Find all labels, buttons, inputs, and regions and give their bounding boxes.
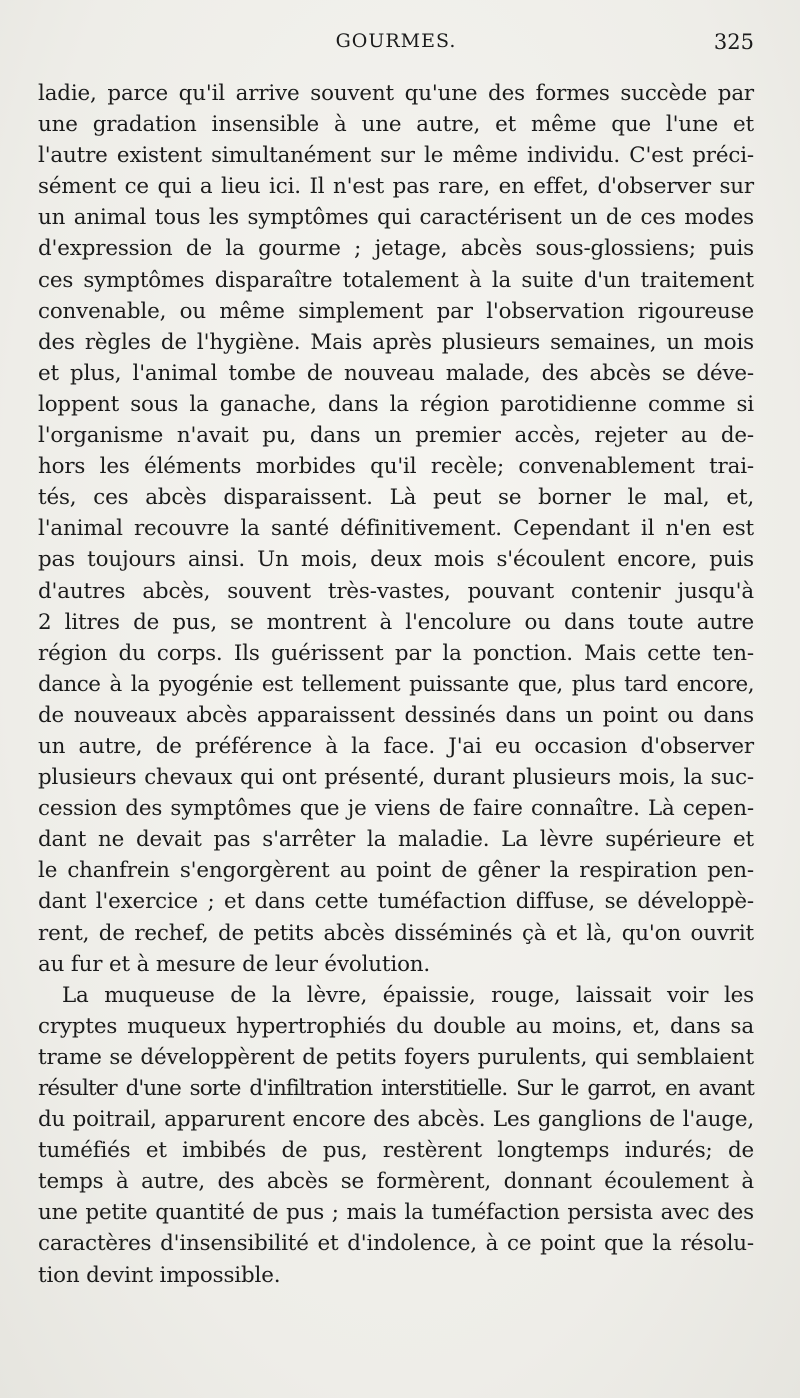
- running-head: GOURMES.: [335, 30, 457, 52]
- text-line: temps à autre, des abcès se formèrent, donnant écoulement à: [38, 1169, 754, 1195]
- text-line: l'autre existent simultanément sur le même individu. C'est préci-: [38, 143, 754, 169]
- text-line: un animal tous les symptômes qui caractérisent un de ces modes: [38, 205, 754, 231]
- text-line: dant ne devait pas s'arrêter la maladie. La lèvre supérieure et: [38, 827, 754, 853]
- text-line: d'expression de la gourme ; jetage, abcès sous-glossiens; puis: [38, 236, 754, 262]
- text-line: convenable, ou même simplement par l'observation rigoureuse: [38, 298, 754, 324]
- text-line: pas toujours ainsi. Un mois, deux mois s'écoulent encore, puis: [38, 547, 754, 573]
- text-line: des règles de l'hygiène. Mais après plusieurs semaines, un mois: [38, 329, 754, 355]
- text-line: sément ce qui a lieu ici. Il n'est pas rare, en effet, d'observer sur: [38, 174, 754, 200]
- text-line: tion devint impossible.: [38, 1262, 281, 1288]
- text-line: l'animal recouvre la santé définitivement. Cependant il n'en est: [38, 516, 754, 542]
- text-line: loppent sous la ganache, dans la région parotidienne comme si: [38, 391, 754, 417]
- text-line: région du corps. Ils guérissent par la ponction. Mais cette ten-: [38, 640, 754, 666]
- text-line: dance à la pyogénie est tellement puissante que, plus tard encore,: [38, 671, 754, 697]
- body-text: [38, 78, 754, 1291]
- text-line: tés, ces abcès disparaissent. Là peut se borner le mal, et,: [38, 485, 754, 511]
- text-line: et plus, l'animal tombe de nouveau malade, des abcès se déve-: [38, 360, 754, 386]
- text-line: rent, de rechef, de petits abcès disséminés çà et là, qu'on ouvrit: [38, 920, 754, 946]
- text-line: une petite quantité de pus ; mais la tuméfaction persista avec des: [38, 1200, 754, 1226]
- text-line: résulter d'une sorte d'infiltration interstitielle. Sur le garrot, en avant: [38, 1076, 754, 1101]
- text-line: un autre, de préférence à la face. J'ai eu occasion d'observer: [38, 733, 754, 759]
- text-line: cession des symptômes que je viens de faire connaître. Là cepen-: [38, 796, 754, 822]
- text-line: tuméfiés et imbibés de pus, restèrent longtemps indurés; de: [38, 1138, 754, 1164]
- text-line: de nouveaux abcès apparaissent dessinés dans un point ou dans: [38, 702, 754, 728]
- text-line: hors les éléments morbides qu'il recèle; convenablement trai-: [38, 454, 754, 480]
- text-line: ladie, parce qu'il arrive souvent qu'une des formes succède par: [38, 81, 754, 106]
- text-line: ces symptômes disparaître totalement à la suite d'un traitement: [38, 267, 754, 293]
- text-line: le chanfrein s'engorgèrent au point de gêner la respiration pen-: [38, 858, 754, 884]
- text-line: plusieurs chevaux qui ont présenté, durant plusieurs mois, la suc-: [38, 765, 754, 791]
- text-line: l'organisme n'avait pu, dans un premier accès, rejeter au de-: [38, 423, 754, 449]
- text-line: 2 litres de pus, se montrent à l'encolure ou dans toute autre: [38, 609, 754, 635]
- text-line: La muqueuse de la lèvre, épaissie, rouge, laissait voir les: [62, 982, 754, 1008]
- page-number: 325: [713, 30, 754, 54]
- paragraph: [38, 980, 754, 1291]
- page-header: [38, 30, 754, 64]
- text-line: au fur et à mesure de leur évolution.: [38, 951, 431, 977]
- text-line: d'autres abcès, souvent très-vastes, pouvant contenir jusqu'à: [38, 578, 754, 604]
- text-line: caractères d'insensibilité et d'indolence, à ce point que la résolu-: [38, 1231, 754, 1257]
- text-line: une gradation insensible à une autre, et même que l'une et: [38, 112, 754, 138]
- paragraph: [38, 78, 754, 980]
- text-line: dant l'exercice ; et dans cette tuméfaction diffuse, se développè-: [38, 889, 754, 915]
- text-line: trame se développèrent de petits foyers purulents, qui semblaient: [38, 1044, 754, 1070]
- text-line: cryptes muqueux hypertrophiés du double au moins, et, dans sa: [38, 1013, 754, 1039]
- text-line: du poitrail, apparurent encore des abcès. Les ganglions de l'auge,: [38, 1107, 754, 1133]
